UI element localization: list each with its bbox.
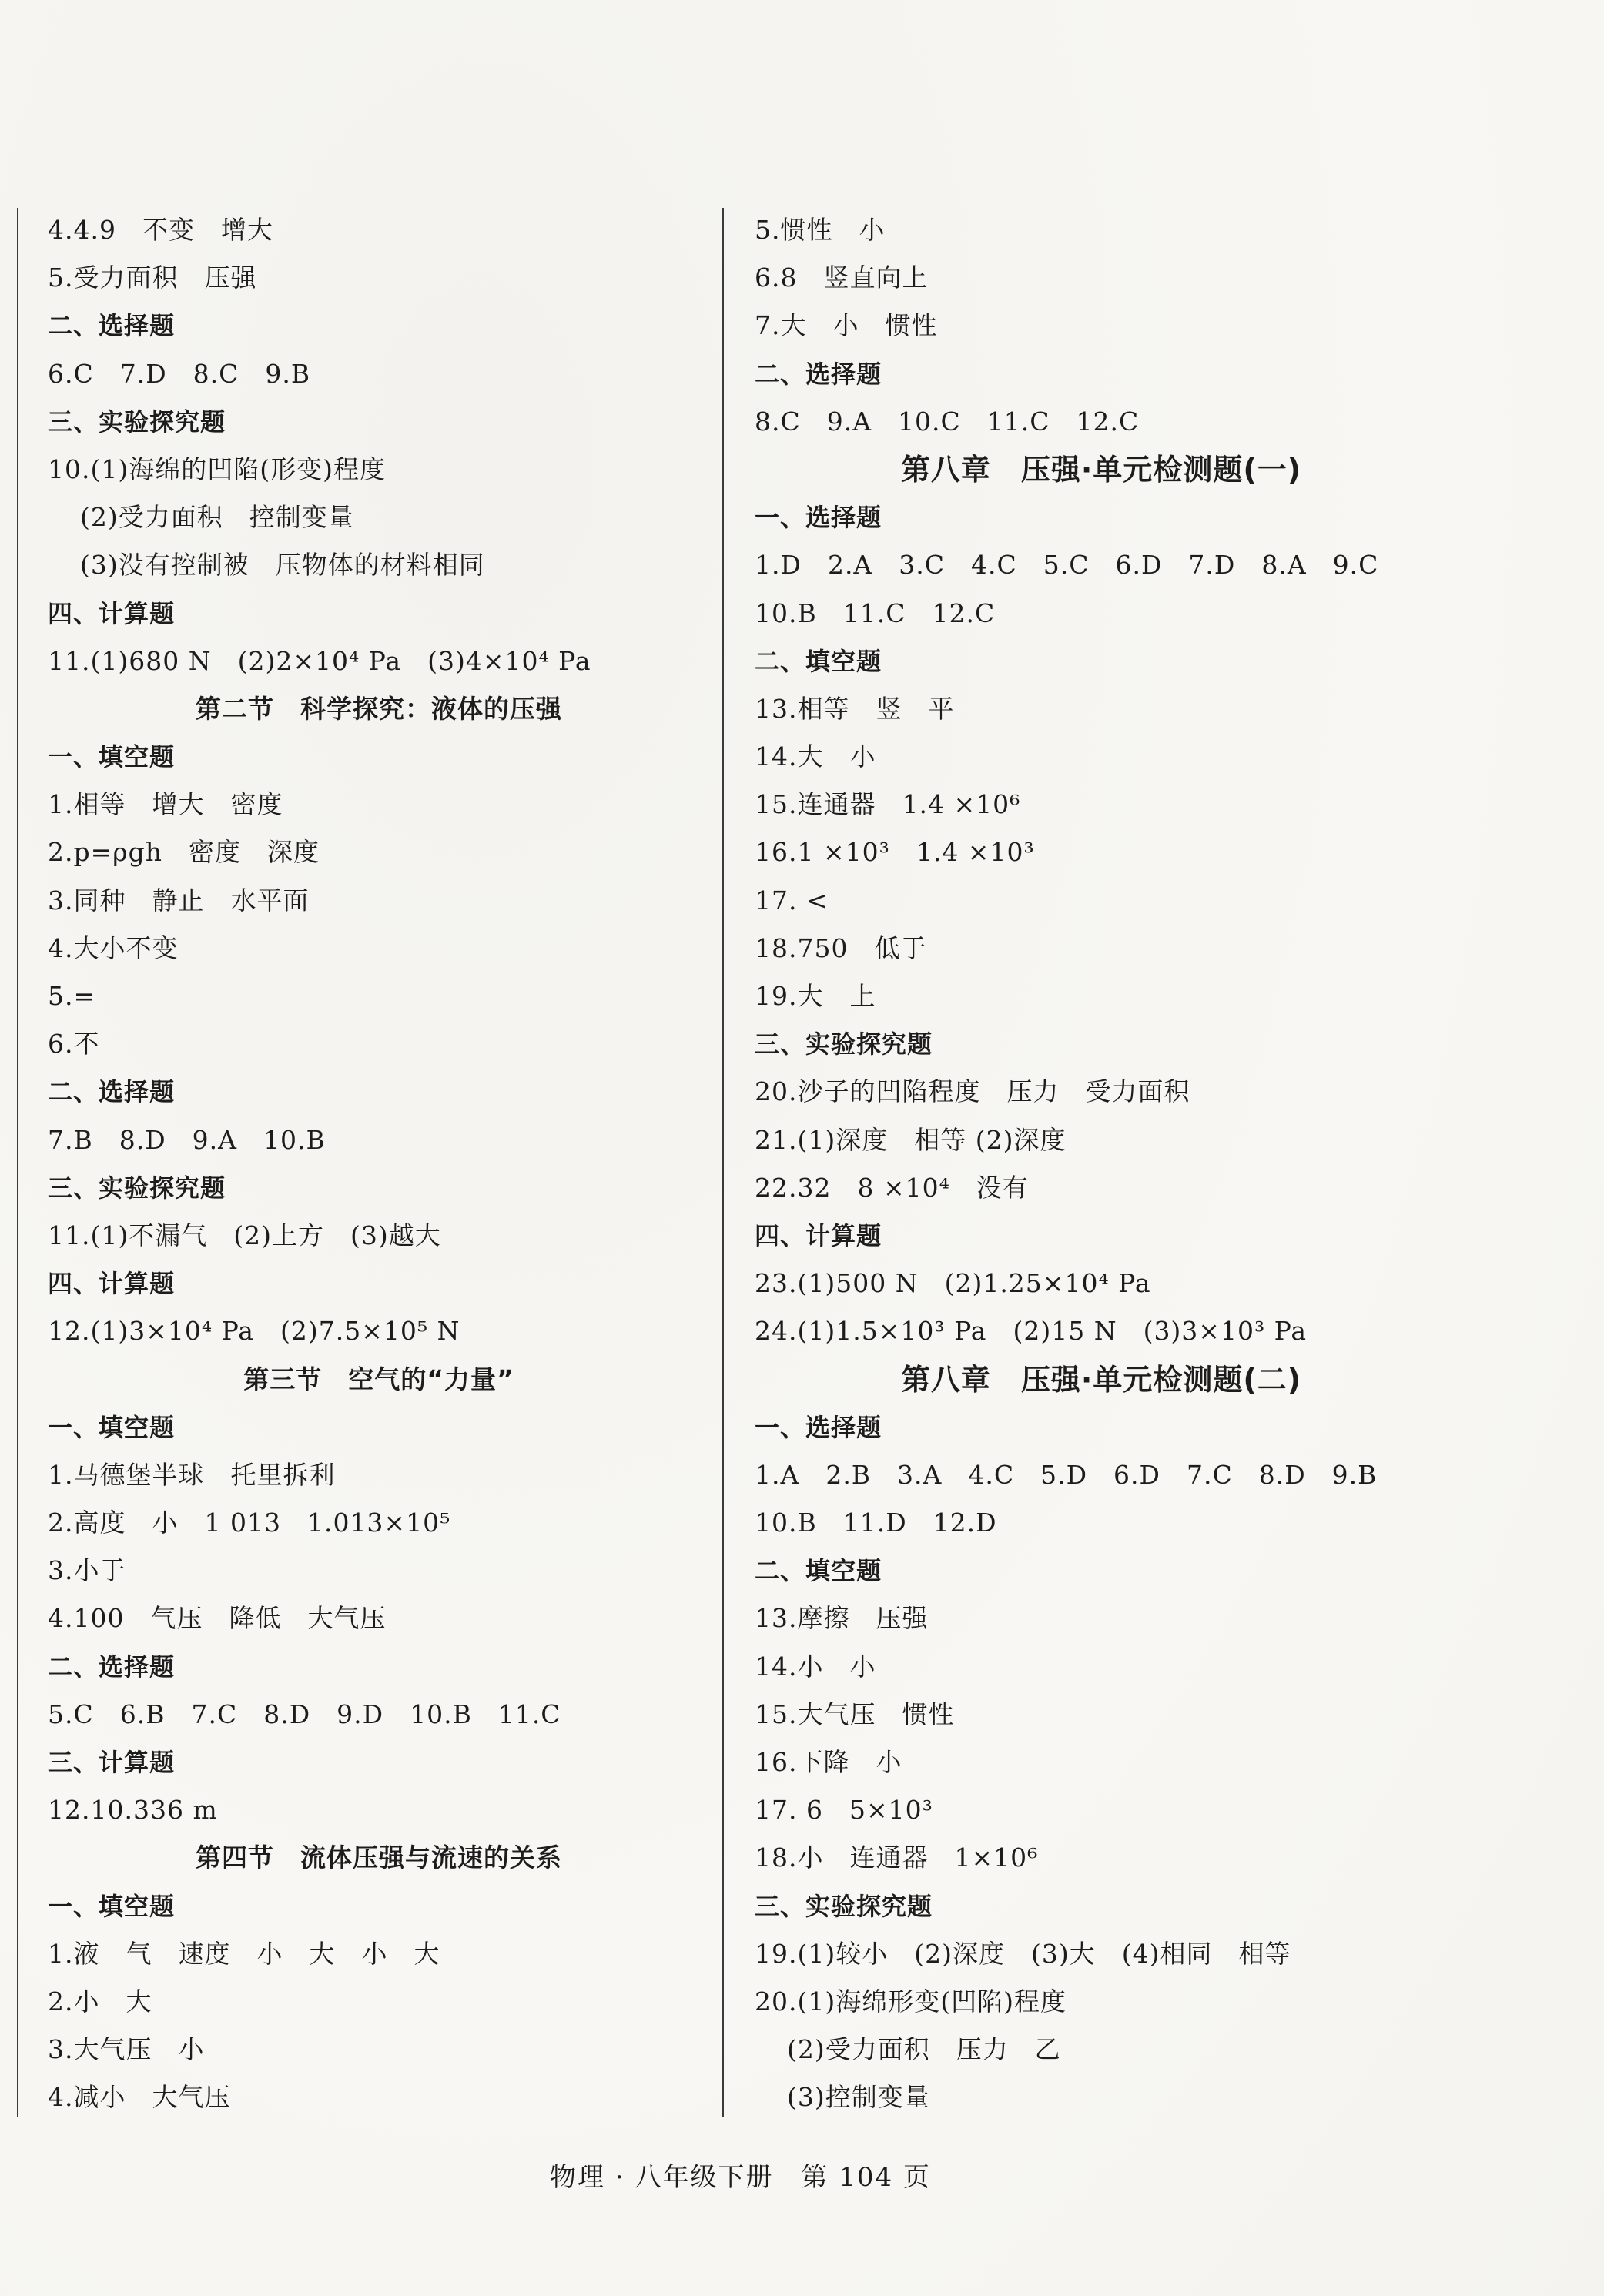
answer-line: 22.32 8 ×10⁴ 没有 <box>755 1172 1029 1203</box>
answer-line: 5.C 6.B 7.C 8.D 9.D 10.B 11.C <box>48 1699 561 1729</box>
answer-line: 19.大 上 <box>755 981 876 1011</box>
question-type-heading: 一、填空题 <box>48 742 176 772</box>
answer-line: 7.B 8.D 9.A 10.B <box>48 1124 326 1155</box>
question-type-heading: 三、计算题 <box>48 1748 176 1777</box>
answer-line: 14.大 小 <box>755 741 876 772</box>
question-type-heading: 一、填空题 <box>48 1891 176 1921</box>
answer-line: 7.大 小 惯性 <box>755 310 938 341</box>
answer-line: 12.10.336 m <box>48 1795 218 1826</box>
answer-line: 5.= <box>48 981 96 1011</box>
question-type-heading: 三、实验探究题 <box>48 1173 226 1203</box>
answer-line: 10.B 11.C 12.C <box>755 597 996 628</box>
answer-line: 20.沙子的凹陷程度 压力 受力面积 <box>755 1076 1190 1107</box>
section-title: 第四节 流体压强与流速的关系 <box>196 1842 562 1873</box>
question-type-heading: 一、填空题 <box>48 1412 176 1442</box>
question-type-heading: 二、选择题 <box>755 359 882 389</box>
question-type-heading: 二、选择题 <box>48 311 176 341</box>
answer-line: 17. < <box>755 885 829 915</box>
question-type-heading: 一、选择题 <box>755 1412 882 1442</box>
question-type-heading: 二、选择题 <box>48 1652 176 1682</box>
answer-line: 1.A 2.B 3.A 4.C 5.D 6.D 7.C 8.D 9.B <box>755 1459 1378 1490</box>
answer-line: 6.8 竖直向上 <box>755 263 929 293</box>
question-type-heading: 三、实验探究题 <box>48 407 226 437</box>
question-type-heading: 四、计算题 <box>755 1220 882 1250</box>
question-type-heading: 二、填空题 <box>755 1556 882 1586</box>
answer-line: 19.(1)较小 (2)深度 (3)大 (4)相同 相等 <box>755 1938 1291 1969</box>
answer-line: 2.p=ρgh 密度 深度 <box>48 837 320 868</box>
answer-line: 18.小 连通器 1×10⁶ <box>755 1842 1039 1873</box>
answer-line: 18.750 低于 <box>755 932 927 963</box>
answer-line: 8.C 9.A 10.C 11.C 12.C <box>755 406 1140 437</box>
answer-line: 1.马德堡半球 托里拆利 <box>48 1459 336 1490</box>
left-margin-rule <box>17 208 18 2117</box>
answer-line: 13.相等 竖 平 <box>755 693 955 724</box>
answer-line: 11.(1)不漏气 (2)上方 (3)越大 <box>48 1220 441 1250</box>
answer-line: 24.(1)1.5×10³ Pa (2)15 N (3)3×10³ Pa <box>755 1316 1308 1347</box>
answer-line: 14.小 小 <box>755 1651 876 1682</box>
answer-line: 10.(1)海绵的凹陷(形变)程度 <box>48 454 386 484</box>
answer-line: 3.同种 静止 水平面 <box>48 885 310 915</box>
question-type-heading: 三、实验探究题 <box>755 1891 933 1921</box>
answer-line: 1.D 2.A 3.C 4.C 5.C 6.D 7.D 8.A 9.C <box>755 550 1379 581</box>
answer-line: (3)没有控制被 压物体的材料相同 <box>80 550 485 581</box>
left-column <box>48 206 741 2122</box>
answer-line: 12.(1)3×10⁴ Pa (2)7.5×10⁵ N <box>48 1316 460 1347</box>
answer-line: 20.(1)海绵形变(凹陷)程度 <box>755 1986 1067 2017</box>
answer-line: 4.4.9 不变 增大 <box>48 215 273 245</box>
question-type-heading: 四、计算题 <box>48 598 176 628</box>
question-type-heading: 二、填空题 <box>755 646 882 676</box>
answer-line: (2)受力面积 控制变量 <box>80 502 354 533</box>
right-column <box>755 206 1448 2122</box>
answer-line: 5.受力面积 压强 <box>48 263 257 293</box>
answer-line: 16.1 ×10³ 1.4 ×10³ <box>755 837 1035 868</box>
answer-line: (3)控制变量 <box>787 2082 930 2113</box>
answer-line: 23.(1)500 N (2)1.25×10⁴ Pa <box>755 1268 1151 1299</box>
question-type-heading: 三、实验探究题 <box>755 1029 933 1059</box>
page-footer: 物理 · 八年级下册 第 104 页 <box>550 2162 931 2193</box>
answer-line: 13.摩擦 压强 <box>755 1603 929 1634</box>
answer-line: 17. 6 5×10³ <box>755 1795 933 1826</box>
answer-line: 6.C 7.D 8.C 9.B <box>48 358 311 389</box>
question-type-heading: 一、选择题 <box>755 503 882 533</box>
answer-line: 4.减小 大气压 <box>48 2082 231 2113</box>
answer-line: 4.大小不变 <box>48 932 179 963</box>
question-type-heading: 二、选择题 <box>48 1077 176 1107</box>
answer-line: (2)受力面积 压力 乙 <box>787 2034 1061 2065</box>
answer-line: 16.下降 小 <box>755 1747 902 1777</box>
answer-line: 1.液 气 速度 小 大 小 大 <box>48 1938 440 1969</box>
answer-line: 15.连通器 1.4 ×10⁶ <box>755 789 1021 820</box>
answer-line: 4.100 气压 降低 大气压 <box>48 1603 387 1634</box>
answer-line: 21.(1)深度 相等 (2)深度 <box>755 1124 1067 1155</box>
answer-line: 15.大气压 惯性 <box>755 1699 955 1729</box>
answer-line: 3.大气压 小 <box>48 2034 205 2065</box>
chapter-title: 第八章 压强·单元检测题(一) <box>900 452 1302 487</box>
answer-line: 11.(1)680 N (2)2×10⁴ Pa (3)4×10⁴ Pa <box>48 645 591 676</box>
answer-line: 5.惯性 小 <box>755 215 886 245</box>
answer-line: 1.相等 增大 密度 <box>48 789 283 820</box>
answer-line: 3.小于 <box>48 1555 126 1586</box>
answer-line: 10.B 11.D 12.D <box>755 1508 997 1538</box>
chapter-title: 第八章 压强·单元检测题(二) <box>900 1362 1302 1397</box>
question-type-heading: 四、计算题 <box>48 1269 176 1299</box>
answer-line: 2.高度 小 1 013 1.013×10⁵ <box>48 1508 451 1538</box>
section-title: 第三节 空气的“力量” <box>243 1364 514 1394</box>
section-title: 第二节 科学探究：液体的压强 <box>196 693 562 724</box>
answer-line: 2.小 大 <box>48 1986 152 2017</box>
answer-line: 6.不 <box>48 1029 100 1059</box>
